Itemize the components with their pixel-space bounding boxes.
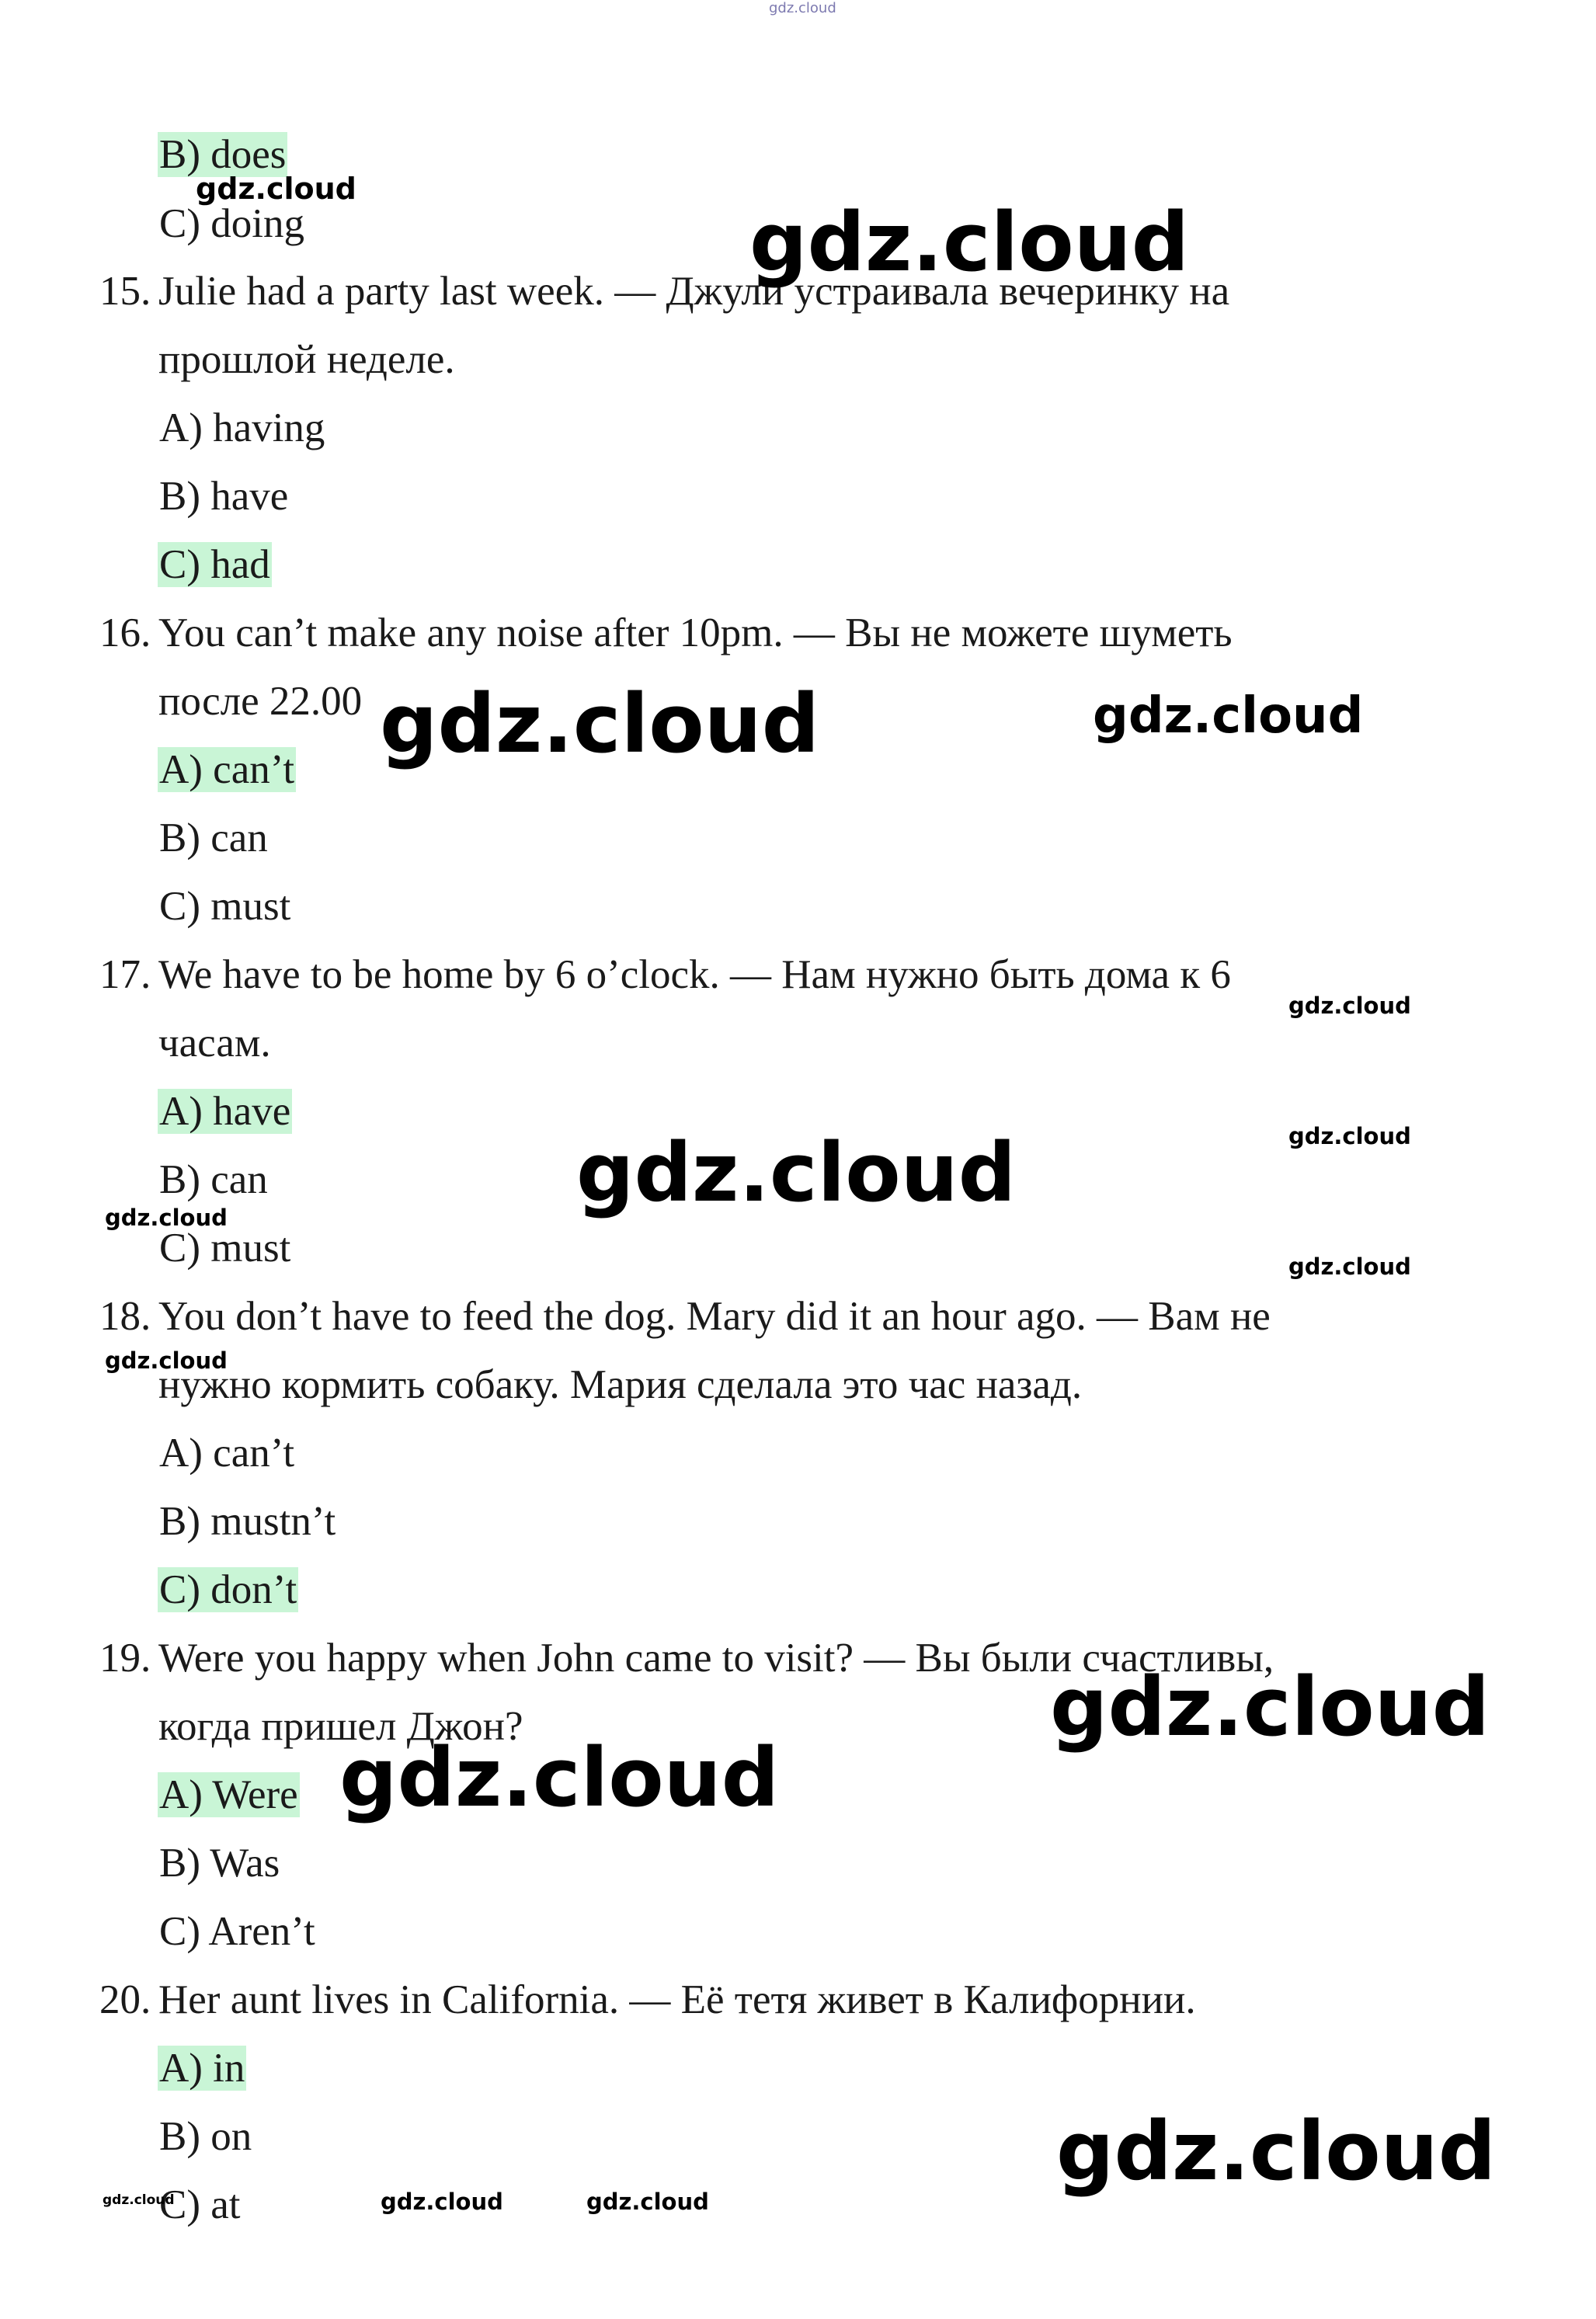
question-text-continued: нужно кормить собаку. Мария сделала это час назад. bbox=[158, 1362, 1083, 1407]
answer-option bbox=[158, 540, 272, 589]
option-label: C) had bbox=[159, 542, 270, 587]
watermark-text: gdz.cloud bbox=[1093, 687, 1364, 745]
watermark-text: gdz.cloud bbox=[769, 0, 836, 16]
option-label: A) having bbox=[159, 405, 325, 450]
watermark-text: gdz.cloud bbox=[586, 2189, 709, 2215]
answer-option bbox=[158, 2112, 253, 2161]
question-text-continued: часам. bbox=[158, 1020, 271, 1066]
option-label: C) doing bbox=[159, 201, 304, 246]
question-text: Were you happy when John came to visit? — Вы были счастливы, bbox=[158, 1636, 1274, 1681]
answer-option bbox=[158, 1086, 292, 1136]
watermark-text: gdz.cloud bbox=[381, 2189, 503, 2215]
option-label: B) on bbox=[159, 2114, 252, 2159]
watermark-text: gdz.cloud bbox=[196, 172, 356, 206]
option-label: A) in bbox=[159, 2046, 245, 2091]
answer-option bbox=[158, 881, 292, 931]
watermark-text: gdz.cloud bbox=[1050, 1660, 1490, 1754]
watermark-text: gdz.cloud bbox=[1288, 1123, 1411, 1149]
option-label: C) Aren’t bbox=[159, 1909, 315, 1954]
answer-option bbox=[158, 813, 269, 863]
watermark-text: gdz.cloud bbox=[1288, 993, 1411, 1019]
watermark-text: gdz.cloud bbox=[339, 1730, 780, 1825]
option-label: C) must bbox=[159, 884, 291, 929]
option-label: B) does bbox=[159, 132, 287, 177]
question-text: Her aunt lives in California. — Её тетя живет в Калифорнии. bbox=[158, 1977, 1196, 2022]
watermark-text: gdz.cloud bbox=[1056, 2104, 1497, 2199]
answer-option bbox=[158, 745, 296, 794]
answer-option bbox=[158, 1907, 317, 1956]
answer-option bbox=[158, 2043, 246, 2093]
answer-option bbox=[158, 1565, 298, 1615]
watermark-text: gdz.cloud bbox=[103, 2192, 175, 2208]
answer-option bbox=[158, 1770, 300, 1820]
option-label: C) at bbox=[159, 2182, 241, 2227]
watermark-text: gdz.cloud bbox=[105, 1347, 228, 1374]
question-number: 17. bbox=[99, 952, 151, 997]
option-label: C) don’t bbox=[159, 1567, 297, 1612]
option-label: B) can bbox=[159, 815, 268, 860]
option-label: C) must bbox=[159, 1226, 291, 1271]
watermark-text: gdz.cloud bbox=[1288, 1253, 1411, 1280]
option-label: A) have bbox=[159, 1089, 291, 1134]
option-label: B) Was bbox=[159, 1841, 280, 1886]
watermark-text: gdz.cloud bbox=[749, 195, 1190, 290]
option-label: A) Were bbox=[159, 1772, 298, 1817]
question-text: Julie had a party last week. — Джули устраивала вечеринку на bbox=[158, 269, 1230, 314]
question-number: 18. bbox=[99, 1294, 151, 1339]
question-text: You can’t make any noise after 10pm. — Вы не можете шуметь bbox=[158, 610, 1233, 655]
answer-option bbox=[158, 471, 290, 521]
option-label: A) can’t bbox=[159, 1431, 295, 1476]
question-number: 16. bbox=[99, 610, 151, 655]
question-text-continued: прошлой неделе. bbox=[158, 337, 455, 382]
question-text: We have to be home by 6 o’clock. — Нам нужно быть дома к 6 bbox=[158, 952, 1231, 997]
question-text: You don’t have to feed the dog. Mary did it an hour ago. — Вам не bbox=[158, 1294, 1271, 1339]
answer-option bbox=[158, 403, 326, 453]
question-text-continued: когда пришел Джон? bbox=[158, 1704, 523, 1749]
watermark-text: gdz.cloud bbox=[576, 1125, 1017, 1220]
question-number: 20. bbox=[99, 1977, 151, 2022]
answer-option bbox=[158, 199, 306, 249]
option-label: B) can bbox=[159, 1157, 268, 1202]
option-label: A) can’t bbox=[159, 747, 295, 792]
question-number: 19. bbox=[99, 1636, 151, 1681]
answer-option bbox=[158, 1497, 337, 1546]
watermark-text: gdz.cloud bbox=[105, 1205, 228, 1231]
answer-option bbox=[158, 1838, 281, 1888]
question-text-continued: после 22.00 bbox=[158, 679, 363, 724]
option-label: B) mustn’t bbox=[159, 1499, 336, 1544]
answer-option bbox=[158, 1155, 269, 1205]
option-label: B) have bbox=[159, 474, 289, 519]
answer-option bbox=[158, 1428, 296, 1478]
question-number: 15. bbox=[99, 269, 151, 314]
watermark-text: gdz.cloud bbox=[380, 676, 820, 771]
